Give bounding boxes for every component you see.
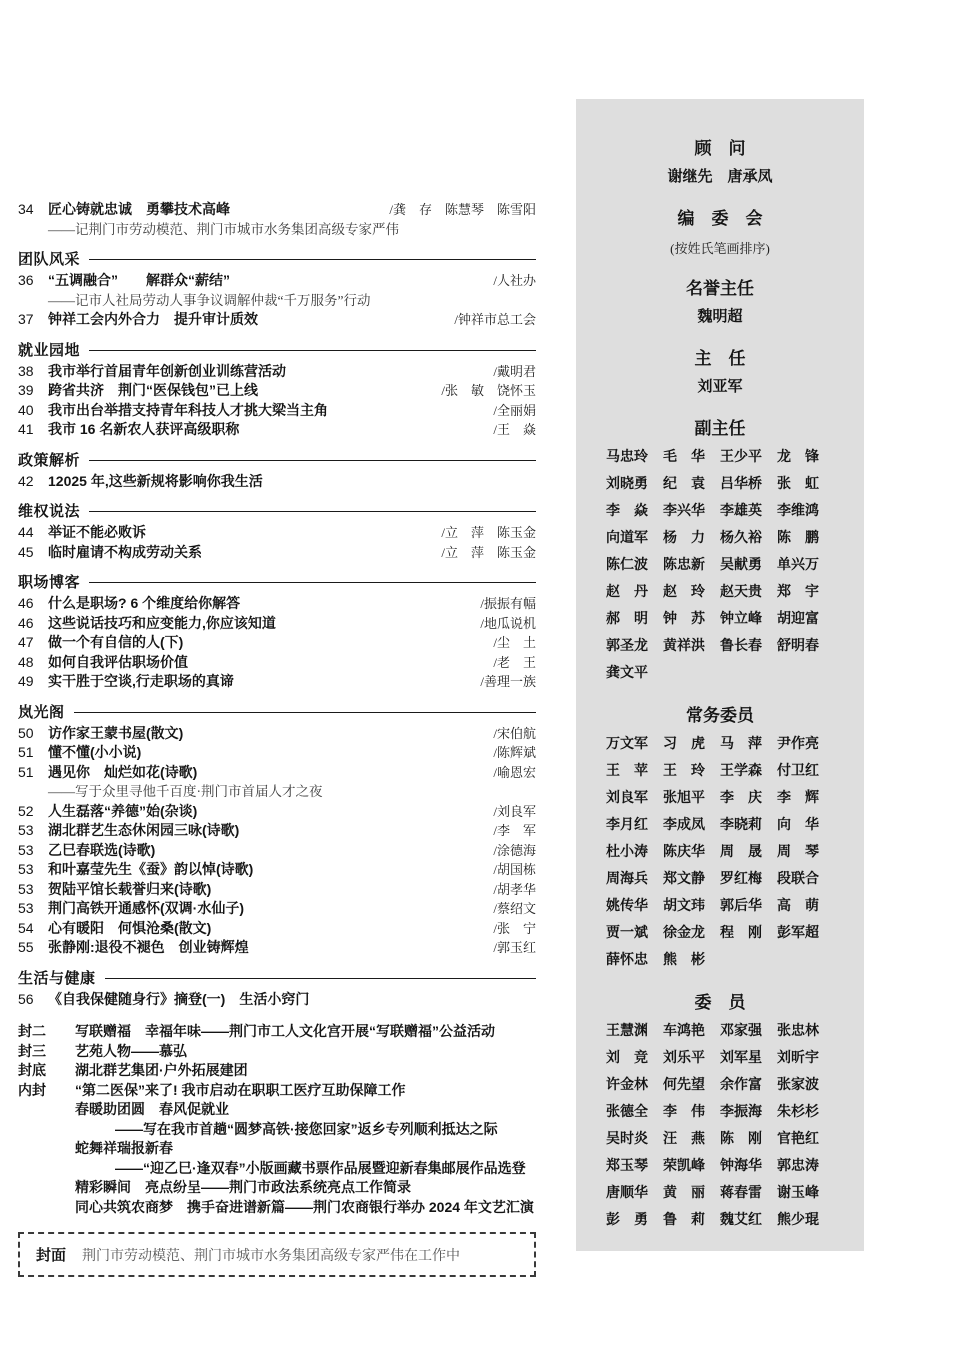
section-rule — [89, 259, 536, 260]
board-name: 李维鸿 — [777, 502, 819, 518]
cover-note-line: 精彩瞬间 亮点纷呈——荆门市政法系统亮点工作简录 — [75, 1179, 411, 1195]
board-name-line: 谢继先 唐承凤 — [667, 168, 773, 185]
entry-subtitle: ——写于众里寻他千百度·荆门市首届人才之夜 — [48, 784, 323, 799]
toc-entry — [18, 523, 536, 543]
toc-entry — [18, 990, 536, 1010]
cover-caption-label: 封面 — [36, 1247, 67, 1264]
section-header — [18, 500, 536, 521]
entry-title: 什么是职场? 6 个维度给你解答 — [48, 595, 241, 611]
board-name: 程 刚 — [720, 924, 762, 940]
toc-entry — [18, 899, 536, 919]
entry-title: 举证不能必败诉 — [48, 524, 146, 540]
entry-title: 懂不懂(小小说) — [48, 744, 142, 760]
cover-note-lines — [75, 1061, 536, 1081]
section-header — [18, 571, 536, 592]
board-name: 杨 力 — [663, 529, 705, 545]
entry-page-number: 51 — [18, 763, 34, 780]
section-title: 岚光阁 — [18, 703, 65, 721]
cover-note-row — [18, 1022, 536, 1042]
board-name: 吴时炎 — [606, 1130, 648, 1146]
board-name: 马 萍 — [720, 735, 762, 751]
board-name: 郭忠涛 — [777, 1157, 819, 1173]
toc-section — [18, 967, 536, 1010]
entry-authors: /陈辉斌 — [493, 745, 536, 760]
entry-authors: /涂德海 — [493, 842, 536, 858]
entry-page-number: 53 — [18, 880, 34, 897]
board-section-note: (按姓氏笔画排序) — [670, 241, 770, 256]
section-rule — [89, 350, 536, 351]
entry-authors: /人社办 — [493, 273, 536, 288]
cover-note-label: 内封 — [18, 1081, 46, 1098]
cover-note-row — [18, 1042, 536, 1062]
cover-note-lines — [75, 1022, 536, 1042]
board-name: 薛怀忠 — [606, 951, 648, 967]
entry-title: 张静刚:退役不褪色 创业铸辉煌 — [48, 939, 249, 955]
board-name: 万文军 — [606, 735, 648, 751]
board-name: 李雄英 — [720, 502, 762, 518]
entry-subtitle: ——记荆门市劳动模范、荆门市城市水务集团高级专家严伟 — [48, 221, 399, 237]
entry-page-number: 46 — [18, 614, 34, 631]
entry-title: 我市举行首届青年创新创业训练营活动 — [48, 362, 286, 379]
toc-entry — [18, 672, 536, 692]
entry-authors: /振振有幅 — [480, 596, 536, 611]
toc-entry — [18, 200, 536, 220]
board-name: 张旭平 — [663, 789, 705, 805]
cover-note-label: 封三 — [18, 1042, 46, 1059]
section-title: 团队风采 — [18, 251, 81, 268]
board-name: 李晓莉 — [720, 816, 762, 832]
entry-page-number: 42 — [18, 472, 34, 489]
toc-section — [18, 449, 536, 492]
board-section-title: 名誉主任 — [686, 279, 754, 298]
board-name: 官艳红 — [777, 1130, 819, 1146]
cover-notes — [18, 1022, 536, 1217]
board-name: 王 玲 — [663, 762, 705, 778]
toc-entry — [18, 420, 536, 440]
entry-authors: /李 军 — [493, 823, 536, 838]
section-title: 政策解析 — [18, 451, 81, 469]
cover-note-row — [18, 1081, 536, 1218]
toc-entry — [18, 543, 536, 563]
board-section — [606, 207, 834, 259]
entry-page-number: 54 — [18, 919, 34, 936]
board-name-grid — [606, 1017, 834, 1233]
entry-authors: /王 焱 — [493, 422, 536, 437]
entry-authors: /蔡绍文 — [493, 901, 536, 916]
board-name: 周 晟 — [720, 843, 762, 859]
entry-page-number: 48 — [18, 653, 34, 670]
toc-entry — [18, 724, 536, 744]
board-section-title: 常务委员 — [686, 706, 754, 725]
board-section — [606, 277, 834, 329]
entry-title: 遇见你 灿烂如花(诗歌) — [48, 763, 198, 780]
entry-authors: /地瓜说机 — [480, 615, 536, 631]
entry-authors: /胡孝华 — [493, 881, 536, 897]
board-name: 刘晓勇 — [606, 475, 648, 491]
entry-authors: /立 萍 陈玉金 — [441, 525, 536, 540]
board-name: 陈庆华 — [663, 843, 705, 859]
section-header — [18, 967, 536, 988]
board-section-title: 编 委 会 — [677, 209, 763, 228]
board-name: 王慧渊 — [606, 1022, 648, 1038]
toc-section — [18, 339, 536, 440]
entry-title: 乙巳春联选(诗歌) — [48, 841, 156, 858]
board-name: 李振海 — [720, 1103, 762, 1119]
board-name: 荣凯峰 — [663, 1157, 705, 1173]
board-name: 黄 丽 — [663, 1184, 705, 1200]
toc-entry — [18, 633, 536, 653]
board-name: 尹作亮 — [777, 735, 819, 751]
cover-note-line: ——写在我市首趟“圆梦高铁·接您回家”返乡专列顺利抵达之际 — [115, 1120, 498, 1137]
toc-entry — [18, 381, 536, 401]
section-header — [18, 701, 536, 722]
entry-authors: /戴明君 — [493, 363, 536, 379]
entry-title: 临时雇请不构成劳动关系 — [48, 543, 202, 560]
toc-entry — [18, 362, 536, 382]
board-name: 陈 刚 — [720, 1130, 762, 1146]
editorial-board-panel — [576, 99, 864, 1251]
toc-section — [18, 248, 536, 330]
board-name: 胡迎富 — [777, 610, 819, 626]
entry-title: 荆门高铁开通感怀(双调·水仙子) — [48, 900, 244, 916]
board-name: 王少平 — [720, 448, 762, 464]
board-name: 吴献勇 — [720, 556, 762, 572]
section-title: 生活与健康 — [18, 969, 96, 987]
toc-entry — [18, 841, 536, 861]
board-name: 向道军 — [606, 529, 648, 545]
board-name: 钟海华 — [720, 1157, 762, 1173]
toc-entry — [18, 821, 536, 841]
board-name-line: 魏明超 — [697, 308, 743, 325]
board-name: 吕华桥 — [720, 475, 762, 491]
board-name: 李 庆 — [720, 789, 762, 805]
board-name: 鲁 莉 — [663, 1211, 705, 1227]
toc-section — [18, 500, 536, 562]
board-name: 毛 华 — [663, 448, 705, 464]
board-name: 郭后华 — [720, 897, 762, 913]
toc-entry — [18, 271, 536, 291]
cover-note-line: “第二医保”来了! 我市启动在职职工医疗互助保障工作 — [75, 1081, 406, 1098]
board-name: 陈 鹏 — [777, 529, 819, 545]
entry-title: 我市 16 名新农人获评高级职称 — [48, 421, 240, 437]
cover-note-line: 艺苑人物——慕弘 — [75, 1042, 187, 1059]
board-name: 向 华 — [777, 816, 819, 832]
entry-authors: /立 萍 陈玉金 — [441, 544, 536, 560]
board-name: 钟 苏 — [663, 610, 705, 626]
entry-page-number: 55 — [18, 939, 34, 955]
board-name: 王 苹 — [606, 762, 648, 778]
cover-note-line: ——“迎乙巳·逢双春”小版画藏书票作品展暨迎新春集邮展作品选登 — [115, 1159, 526, 1176]
entry-authors: /善理一族 — [480, 674, 536, 689]
board-name: 龙 锋 — [777, 448, 819, 464]
board-name: 纪 袁 — [663, 475, 705, 491]
section-title: 就业园地 — [18, 341, 81, 359]
toc-entry — [18, 614, 536, 634]
entry-authors: /张 敏 饶怀玉 — [441, 383, 536, 398]
board-name: 邓家强 — [720, 1022, 762, 1038]
board-name: 郑文静 — [663, 870, 705, 886]
entry-page-number: 53 — [18, 841, 34, 858]
board-name: 张德全 — [606, 1103, 648, 1119]
board-name: 朱杉杉 — [777, 1103, 819, 1119]
board-name: 胡文玮 — [663, 897, 705, 913]
entry-title: 《自我保健随身行》摘登(一) 生活小窍门 — [48, 990, 310, 1007]
entry-title: 湖北群艺生态休闲园三咏(诗歌) — [48, 822, 240, 838]
board-name: 熊少琨 — [777, 1211, 819, 1227]
board-section-title: 委 员 — [694, 993, 746, 1012]
toc-entry — [18, 802, 536, 822]
entry-page-number: 52 — [18, 802, 34, 819]
board-name: 杜小涛 — [606, 843, 648, 859]
board-name: 马忠玲 — [606, 448, 648, 464]
section-title: 维权说法 — [18, 503, 81, 520]
section-header — [18, 248, 536, 269]
entry-page-number: 38 — [18, 362, 34, 379]
entry-page-number: 53 — [18, 822, 34, 838]
board-name: 刘军星 — [720, 1049, 762, 1065]
entry-title: 12025 年,这些新规将影响你我生活 — [48, 472, 263, 489]
entry-page-number: 44 — [18, 524, 34, 540]
board-name: 刘昕宇 — [777, 1049, 819, 1065]
entry-page-number: 50 — [18, 724, 34, 741]
entry-title: 我市出台举措支持青年科技人才挑大梁当主角 — [48, 401, 328, 418]
board-section — [606, 137, 834, 189]
board-name-line: 刘亚军 — [697, 378, 743, 395]
entry-authors: /刘良军 — [493, 803, 536, 819]
section-rule — [89, 460, 536, 461]
entry-authors: /喻恩宏 — [493, 764, 536, 780]
board-name: 李 焱 — [606, 502, 648, 518]
entry-authors: /龚 存 陈慧琴 陈雪阳 — [389, 202, 536, 217]
entry-title: 访作家王蒙书屋(散文) — [48, 724, 184, 741]
section-rule — [89, 582, 536, 583]
board-name: 张 虹 — [777, 475, 819, 491]
toc-entry — [18, 919, 536, 939]
entry-title: 心有暖阳 何惧沧桑(散文) — [48, 919, 212, 936]
board-name: 许金林 — [606, 1076, 648, 1092]
board-name: 蒋春雷 — [720, 1184, 762, 1200]
board-name: 余作富 — [720, 1076, 762, 1092]
board-name: 李月红 — [606, 816, 648, 832]
board-name: 张忠林 — [777, 1022, 819, 1038]
entry-authors: /胡国栋 — [493, 862, 536, 877]
entry-page-number: 51 — [18, 744, 34, 760]
entry-title: 跨省共济 荆门“医保钱包”已上线 — [48, 382, 258, 398]
board-name: 贾一斌 — [606, 924, 648, 940]
board-name: 王学森 — [720, 762, 762, 778]
board-name: 李 辉 — [777, 789, 819, 805]
entry-title: 钟祥工会内外合力 提升审计质效 — [48, 311, 258, 327]
board-section — [606, 417, 834, 686]
section-title: 职场博客 — [18, 574, 81, 591]
board-name: 郑玉琴 — [606, 1157, 648, 1173]
entry-page-number: 49 — [18, 673, 34, 689]
toc-entry — [18, 472, 536, 492]
entry-authors: /张 宁 — [493, 920, 536, 936]
section-rule — [105, 978, 536, 979]
board-name: 彭军超 — [777, 924, 819, 940]
board-name: 习 虎 — [663, 735, 705, 751]
board-name: 黄祥洪 — [663, 637, 705, 653]
entry-page-number: 53 — [18, 861, 34, 877]
board-section — [606, 991, 834, 1233]
board-name: 周 琴 — [777, 843, 819, 859]
cover-note-row — [18, 1061, 536, 1081]
board-name: 段联合 — [777, 870, 819, 886]
toc-entry — [18, 401, 536, 421]
board-name: 唐顺华 — [606, 1184, 648, 1200]
entry-title: 匠心铸就忠诚 勇攀技术高峰 — [48, 201, 230, 217]
board-name: 舒明春 — [777, 637, 819, 653]
board-name: 李兴华 — [663, 502, 705, 518]
board-section — [606, 704, 834, 973]
board-name: 高 萌 — [777, 897, 819, 913]
board-name: 汪 燕 — [663, 1130, 705, 1146]
entry-page-number: 39 — [18, 382, 34, 398]
board-name: 李成凤 — [663, 816, 705, 832]
board-name: 郭圣龙 — [606, 637, 648, 653]
entry-page-number: 40 — [18, 401, 34, 418]
board-name: 单兴万 — [777, 556, 819, 572]
board-section — [606, 347, 834, 399]
section-header — [18, 449, 536, 470]
cover-note-label: 封底 — [18, 1062, 46, 1078]
cover-note-label: 封二 — [18, 1023, 46, 1039]
toc-entry — [18, 743, 536, 763]
cover-caption-text: 荆门市劳动模范、荆门市城市水务集团高级专家严伟在工作中 — [82, 1249, 461, 1264]
entry-page-number: 37 — [18, 311, 34, 327]
entry-page-number: 53 — [18, 900, 34, 916]
entry-title: 这些说话技巧和应变能力,你应该知道 — [48, 614, 276, 631]
board-name: 李 伟 — [663, 1103, 705, 1119]
toc-section — [18, 571, 536, 692]
cover-note-line: 同心共筑农商梦 携手奋进谱新篇——荆门农商银行举办 2024 年文艺汇演 — [75, 1198, 534, 1215]
board-name: 魏艾红 — [720, 1211, 762, 1227]
toc-column — [18, 200, 536, 1277]
cover-note-lines — [75, 1081, 536, 1218]
board-name: 徐金龙 — [663, 924, 705, 940]
toc-entry — [18, 594, 536, 614]
board-name-grid — [606, 730, 834, 973]
toc-entry — [18, 310, 536, 330]
entry-authors: /钟祥市总工会 — [454, 312, 536, 327]
section-header — [18, 339, 536, 360]
section-rule — [74, 712, 536, 713]
board-section-title: 副主任 — [694, 419, 746, 438]
board-name: 车鸿艳 — [663, 1022, 705, 1038]
board-name: 陈忠新 — [663, 556, 705, 572]
cover-caption-box — [18, 1232, 536, 1277]
entry-page-number: 36 — [18, 272, 34, 288]
entry-authors: /宋伯航 — [493, 725, 536, 741]
board-name: 熊 彬 — [663, 951, 705, 967]
toc-list — [18, 200, 536, 1009]
entry-authors: /老 王 — [493, 654, 536, 670]
board-name: 姚传华 — [606, 897, 648, 913]
board-section-title: 主 任 — [694, 349, 746, 368]
toc-entry — [18, 860, 536, 880]
board-name: 赵 玲 — [663, 583, 705, 599]
entry-title: 做一个有自信的人(下) — [48, 634, 184, 650]
entry-page-number: 56 — [18, 990, 34, 1007]
entry-page-number: 47 — [18, 634, 34, 650]
board-name: 张家波 — [777, 1076, 819, 1092]
board-name: 谢玉峰 — [777, 1184, 819, 1200]
entry-title: 和叶嘉莹先生《蚕》韵以悼(诗歌) — [48, 861, 254, 877]
board-name: 钟立峰 — [720, 610, 762, 626]
toc-entry — [18, 938, 536, 958]
board-name: 刘乐平 — [663, 1049, 705, 1065]
board-name: 刘 竞 — [606, 1049, 648, 1065]
section-rule — [89, 511, 536, 512]
toc-section — [18, 701, 536, 958]
toc-entry — [18, 653, 536, 673]
entry-page-number: 45 — [18, 543, 34, 560]
toc-entry — [18, 763, 536, 783]
entry-page-number: 46 — [18, 595, 34, 611]
board-name: 郑 宇 — [777, 583, 819, 599]
cover-note-lines — [75, 1042, 536, 1062]
board-name-grid — [606, 443, 834, 686]
entry-authors: /尘 土 — [493, 635, 536, 650]
board-name: 赵 丹 — [606, 583, 648, 599]
entry-title: “五调融合” 解群众“薪结” — [48, 272, 230, 288]
board-name: 周海兵 — [606, 870, 648, 886]
entry-title: 实干胜于空谈,行走职场的真谛 — [48, 673, 234, 689]
entry-page-number: 34 — [18, 201, 34, 217]
board-name: 罗红梅 — [720, 870, 762, 886]
cover-note-line: 湖北群艺集团·户外拓展建团 — [75, 1062, 248, 1078]
board-name: 陈仁波 — [606, 556, 648, 572]
cover-note-line: 春暖助团圆 春风促就业 — [75, 1101, 229, 1117]
cover-note-line: 蛇舞祥瑞报新春 — [75, 1140, 173, 1156]
toc-entry — [18, 880, 536, 900]
cover-note-line: 写联赠福 幸福年味——荆门市工人文化宫开展“写联赠福”公益活动 — [75, 1023, 495, 1039]
board-name: 刘良军 — [606, 789, 648, 805]
board-name: 赵天贵 — [720, 583, 762, 599]
entry-title: 如何自我评估职场价值 — [48, 653, 188, 670]
toc-section — [18, 200, 536, 239]
board-name: 彭 勇 — [606, 1211, 648, 1227]
entry-authors: /郭玉红 — [493, 940, 536, 955]
board-name: 杨久裕 — [720, 529, 762, 545]
board-section-title: 顾 问 — [694, 139, 746, 158]
board-name: 付卫红 — [777, 762, 819, 778]
entry-authors: /全丽娟 — [493, 402, 536, 418]
entry-title: 人生磊落“养德”始(杂谈) — [48, 802, 198, 819]
board-name: 何先望 — [663, 1076, 705, 1092]
board-name: 鲁长春 — [720, 637, 762, 653]
entry-page-number: 41 — [18, 421, 34, 437]
board-name: 龚文平 — [606, 664, 648, 680]
entry-subtitle: ——记市人社局劳动人事争议调解仲裁“千万服务”行动 — [48, 292, 371, 308]
entry-title: 贺陆平馆长载誉归来(诗歌) — [48, 880, 212, 897]
board-name: 郝 明 — [606, 610, 648, 626]
